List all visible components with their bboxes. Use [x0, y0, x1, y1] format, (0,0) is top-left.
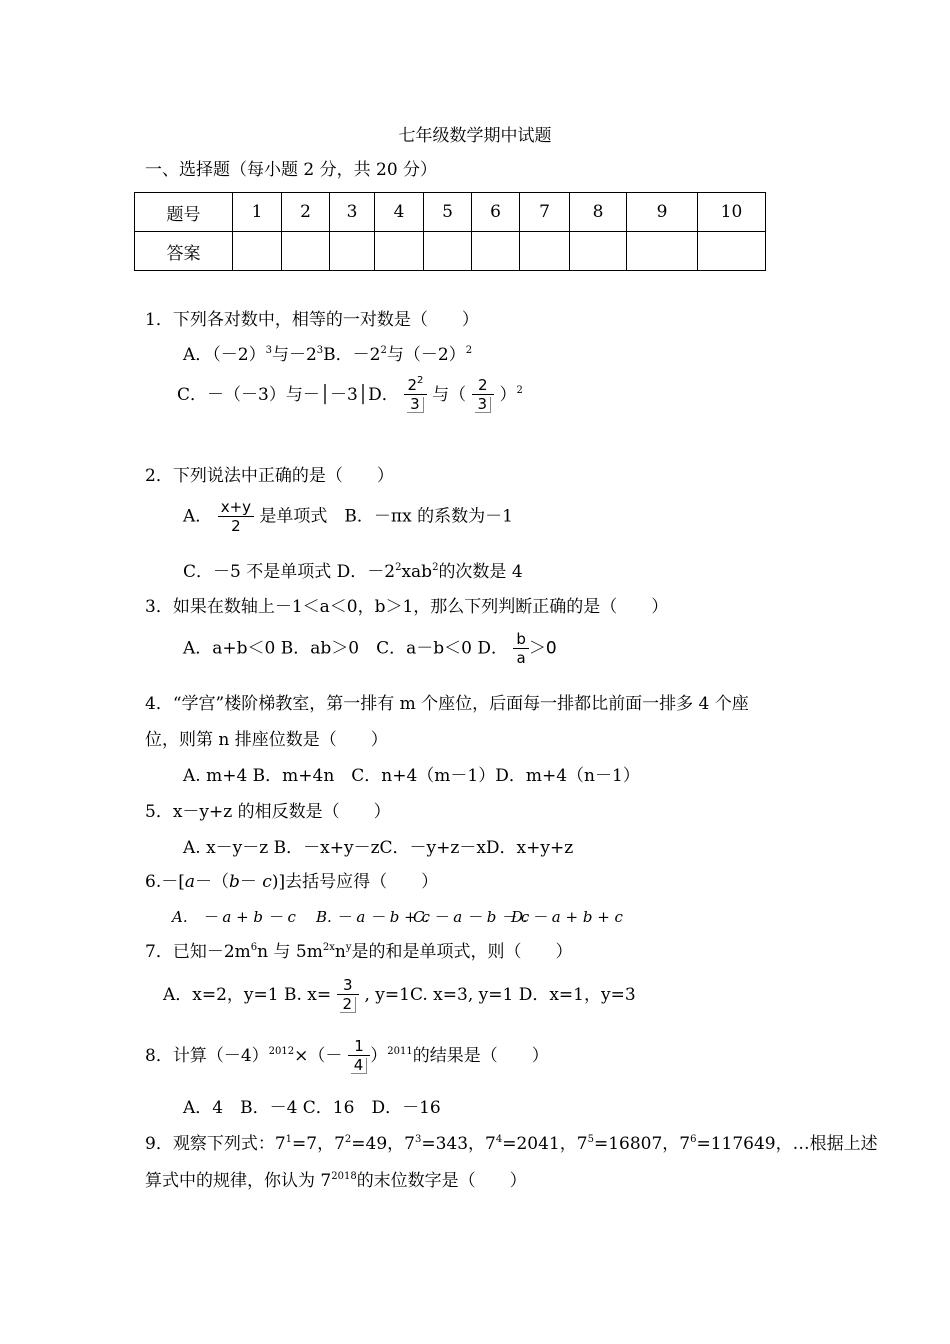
- question-7: 7．已知$-2m^6n$ 与 $5m^{2x}n^y$是的和是单项式，则（ ）: [145, 942, 573, 962]
- question-4-line-1: 4．“学宫”楼阶梯教室，第一排有 m 个座位，后面每一排都比前面一排多 4 个座: [145, 694, 749, 714]
- table-cell: 1: [233, 193, 282, 232]
- fraction: $\frac{x+y}{2}$: [218, 500, 254, 534]
- table-cell: 10: [698, 193, 766, 232]
- answer-cell[interactable]: [472, 232, 520, 271]
- table-cell: 7: [520, 193, 570, 232]
- table-cell: 9: [627, 193, 698, 232]
- table-cell: 5: [424, 193, 472, 232]
- question-1: 1．下列各对数中，相等的一对数是（ ）: [145, 310, 479, 330]
- question-6-option-d: D. － a + b + c: [511, 908, 623, 926]
- question-4-line-2: 位，则第 n 排座位数是（ ）: [145, 730, 388, 750]
- question-1-options-cd: C．－（－3）与－│－3│D． $\frac{2^2}{3}$ 与（ $\frac{2}{3}$ ）$^2$: [177, 375, 523, 413]
- table-cell: 题号: [135, 193, 233, 232]
- question-9-line-1: 9．观察下列式：$7^1=7$，$7^2=49$，$7^3=343$，$7^4=2041$，$7^5=16807$，$7^6=117649$，…根据上述: [145, 1134, 878, 1154]
- question-5: 5．x－y+z 的相反数是（ ）: [145, 802, 391, 822]
- page-title: 七年级数学期中试题: [398, 126, 552, 146]
- answer-cell[interactable]: [424, 232, 472, 271]
- question-2-options-cd: C．－5 不是单项式 D．$-2^2xab^2$的次数是 4: [183, 562, 523, 582]
- table-row: [135, 232, 766, 271]
- question-8-options: A．4 B．－4 C．16 D．－16: [183, 1098, 441, 1118]
- table-cell: 8: [570, 193, 627, 232]
- answer-cell[interactable]: [627, 232, 698, 271]
- question-8: 8．计算$(-4)^{2012}\times(-$ $\frac{1}{4}$ ）$^{2011}$的结果是（ ）: [145, 1037, 549, 1074]
- question-7-options: A．x=2，y=1 B. x= $\frac{3}{2}$ , y=1C. x=3, y=1 D．x=1，y=3: [163, 976, 636, 1013]
- answer-cell[interactable]: [698, 232, 766, 271]
- table-cell: 答案: [135, 232, 233, 271]
- question-3: 3．如果在数轴上－1＜a＜0，b＞1，那么下列判断正确的是（ ）: [145, 597, 669, 617]
- question-1-options-ab: A．$(-2)^3$与$-2^3B$．$-2^2$与$(-2)^2$: [183, 345, 473, 365]
- question-9-line-2: 算式中的规律，你认为 $7^{2018}$的末位数字是（ ）: [145, 1171, 527, 1191]
- question-3-options: A．a+b＜0 B．ab＞0 C．a－b＜0 D． $\frac{b}{a}$ ＞0: [183, 630, 557, 667]
- table-cell: 2: [282, 193, 330, 232]
- answer-cell[interactable]: [520, 232, 570, 271]
- table-cell: 4: [375, 193, 424, 232]
- question-4-options: A. m+4 B．m+4n C．n+4（m－1）D．m+4（n－1）: [183, 766, 640, 786]
- question-6-option-b: B. － a － b + c: [316, 908, 430, 926]
- question-6: 6.－[a－（b－ c)]去括号应得（ ）: [145, 872, 439, 892]
- question-5-options: A. x－y－z B．－x+y－zC．－y+z－xD．x+y+z: [183, 838, 574, 858]
- answer-cell[interactable]: [233, 232, 282, 271]
- fraction: $\frac{3}{2}$: [337, 978, 360, 1013]
- question-6-option-c: C. － a － b － c: [413, 908, 530, 926]
- answer-cell[interactable]: [570, 232, 627, 271]
- fraction: $\frac{2}{3}$: [472, 378, 495, 413]
- table-cell: 6: [472, 193, 520, 232]
- table-row: [135, 193, 766, 232]
- question-2-options-ab: A． $\frac{x+y}{2}$ 是单项式 B．－πx 的系数为－1: [183, 498, 513, 535]
- fraction: $\frac{2^2}{3}$: [404, 378, 427, 413]
- fraction: $\frac{b}{a}$: [513, 632, 529, 666]
- table-cell: 3: [330, 193, 375, 232]
- fraction: $\frac{1}{4}$: [348, 1039, 371, 1074]
- answer-cell[interactable]: [375, 232, 424, 271]
- question-2: 2．下列说法中正确的是（ ）: [145, 466, 394, 486]
- answer-table: [134, 192, 766, 271]
- question-6-option-a: A. － a + b － c: [172, 908, 296, 926]
- section-heading: 一、选择题（每小题 2 分，共 20 分）: [145, 160, 438, 180]
- answer-cell[interactable]: [282, 232, 330, 271]
- answer-cell[interactable]: [330, 232, 375, 271]
